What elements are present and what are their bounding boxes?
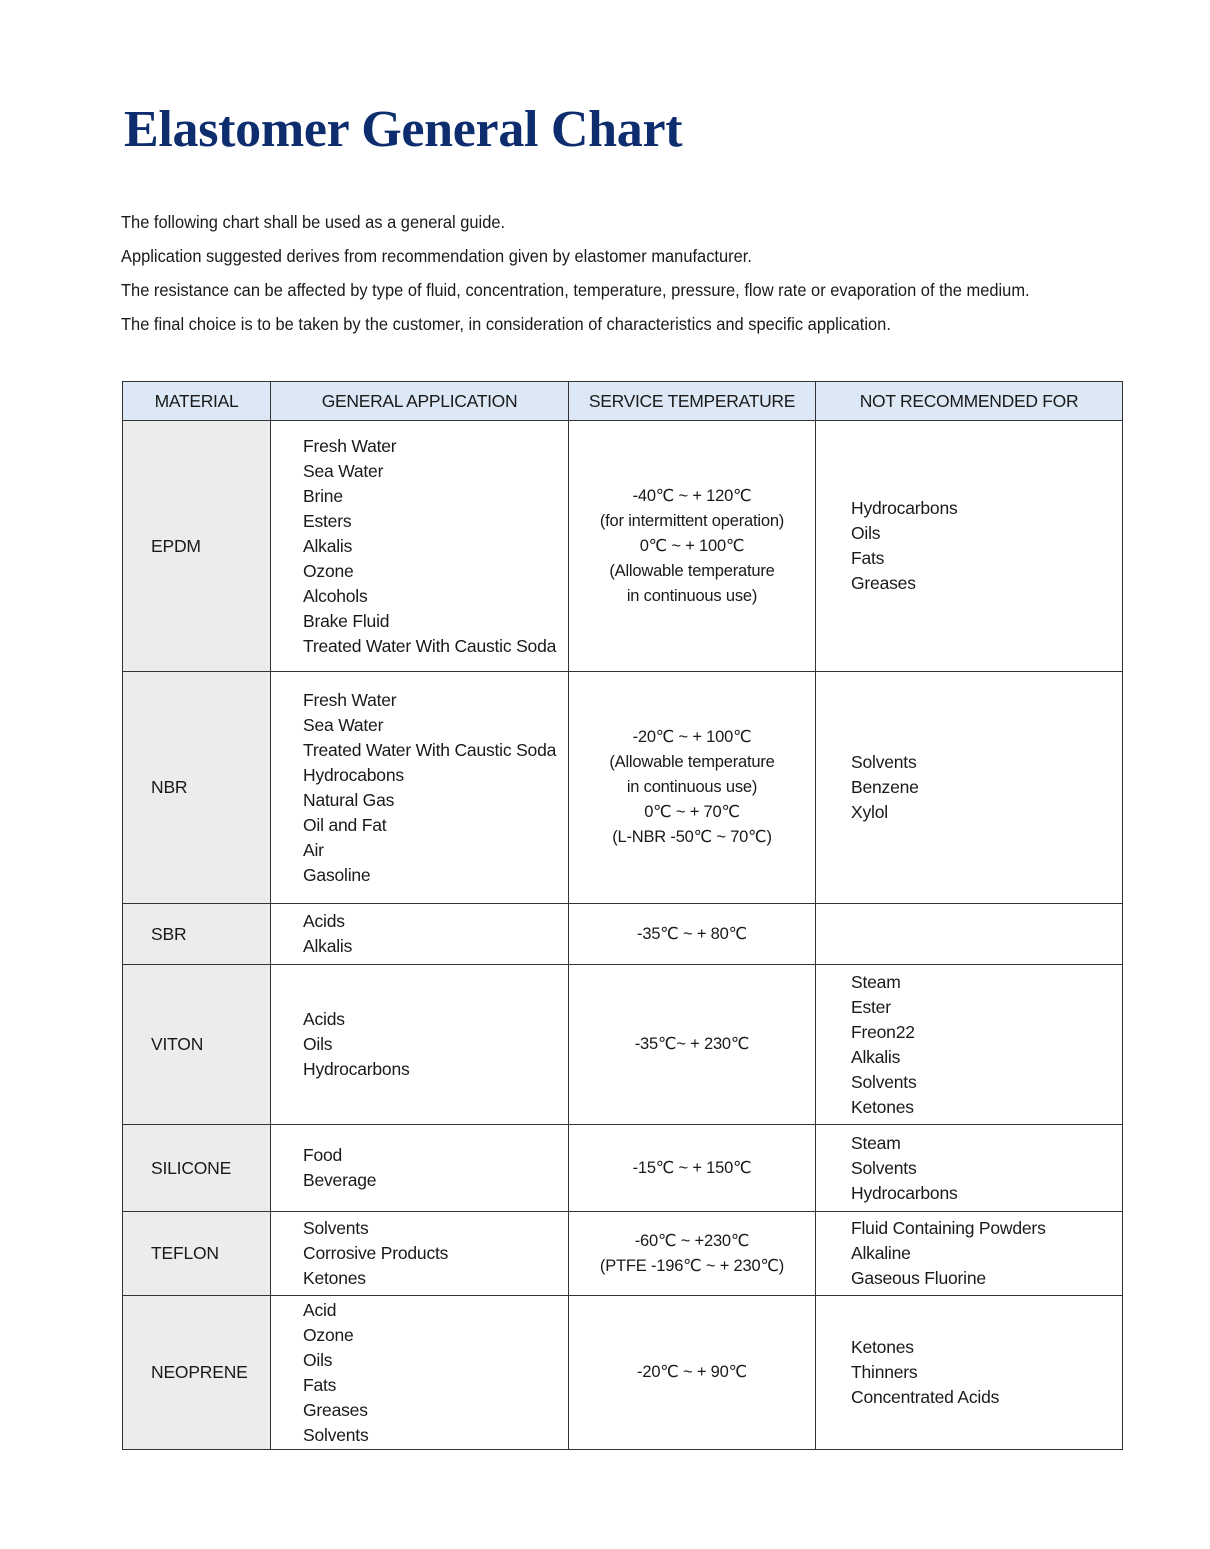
application-item: Fresh Water — [303, 435, 397, 456]
material-cell — [123, 1125, 271, 1212]
application-item: Food — [303, 1145, 343, 1165]
intro-text — [121, 210, 1121, 346]
general-application-cell — [271, 965, 569, 1125]
table-row — [123, 1296, 1123, 1450]
material-cell — [123, 904, 271, 965]
application-item: Air — [303, 839, 324, 860]
table-row — [123, 904, 1123, 965]
application-item: Alkalis — [303, 535, 353, 556]
not-recommended-cell — [816, 965, 1123, 1125]
application-item: Hydrocabons — [303, 764, 404, 785]
application-item: Brake Fluid — [303, 610, 390, 631]
not-recommended-item: Greases — [851, 573, 916, 593]
material-name: TEFLON — [151, 1243, 219, 1263]
not-recommended-item: Concentrated Acids — [851, 1387, 1000, 1407]
application-item: Ketones — [303, 1268, 366, 1288]
intro-paragraph-resistance: The resistance can be affected by type of fluid, concentration, temperature, pressure, flow rate or evaporation of the medium. — [121, 280, 1030, 300]
not-recommended-item: Fluid Containing Powders — [851, 1218, 1046, 1238]
table-header-row — [123, 382, 1123, 421]
application-item: Oils — [303, 1034, 333, 1054]
material-cell — [123, 1212, 271, 1296]
table-row — [123, 421, 1123, 672]
application-item: Solvents — [303, 1218, 369, 1238]
application-item: Oil and Fat — [303, 814, 387, 835]
not-recommended-item: Benzene — [851, 777, 919, 797]
table-row — [123, 965, 1123, 1125]
material-name: SILICONE — [151, 1157, 232, 1178]
application-item: Esters — [303, 510, 352, 531]
general-application-cell — [271, 1125, 569, 1212]
application-item: Ozone — [303, 560, 354, 581]
header-general-application: GENERAL APPLICATION — [271, 382, 569, 421]
temperature-line: (L-NBR -50℃ ~ 70℃) — [612, 828, 772, 846]
temperature-line: -35℃ ~ + 80℃ — [637, 924, 747, 943]
not-recommended-item: Solvents — [851, 1157, 917, 1178]
material-name: NEOPRENE — [151, 1362, 248, 1382]
material-cell — [123, 672, 271, 904]
not-recommended-item: Alkaline — [851, 1243, 911, 1263]
material-name: NBR — [151, 777, 188, 797]
application-item: Sea Water — [303, 460, 384, 481]
application-item: Oils — [303, 1349, 333, 1370]
service-temperature-cell — [569, 1212, 816, 1296]
general-application-cell — [271, 421, 569, 672]
application-item: Acids — [303, 1009, 345, 1029]
temperature-line: (PTFE -196℃ ~ + 230℃) — [599, 1256, 785, 1275]
not-recommended-item: Fats — [851, 548, 885, 568]
application-item: Treated Water With Caustic Soda — [303, 739, 557, 760]
application-item: Acid — [303, 1299, 337, 1320]
application-item: Fats — [303, 1374, 337, 1395]
temperature-line: 0℃ ~ + 70℃ — [644, 803, 740, 821]
intro-paragraph-guide: The following chart shall be used as a general guide. — [121, 212, 506, 232]
elastomer-table — [122, 381, 1123, 1450]
application-item: Ozone — [303, 1324, 354, 1345]
not-recommended-item: Xylol — [851, 802, 888, 822]
service-temperature-cell — [569, 1125, 816, 1212]
not-recommended-item: Hydrocarbons — [851, 1182, 958, 1203]
table-row — [123, 1212, 1123, 1296]
temperature-line: -60℃ ~ +230℃ — [634, 1231, 750, 1250]
general-application-cell — [271, 672, 569, 904]
application-item: Brine — [303, 485, 343, 506]
not-recommended-item: Hydrocarbons — [851, 498, 958, 518]
material-cell — [123, 1296, 271, 1450]
not-recommended-cell — [816, 904, 1123, 965]
application-item: Fresh Water — [303, 689, 397, 710]
intro-paragraph-final-choice: The final choice is to be taken by the customer, in consideration of characteristics and specific application. — [121, 314, 891, 334]
application-item: Acids — [303, 911, 345, 931]
temperature-line: (Allowable temperature — [609, 753, 775, 771]
application-item: Greases — [303, 1399, 368, 1420]
service-temperature-cell — [569, 672, 816, 904]
material-name: SBR — [151, 923, 187, 944]
application-item: Gasoline — [303, 864, 371, 885]
not-recommended-cell — [816, 1125, 1123, 1212]
header-material: MATERIAL — [123, 382, 271, 421]
temperature-line: (Allowable temperature — [609, 561, 775, 580]
material-cell — [123, 965, 271, 1125]
table-row — [123, 672, 1123, 904]
table-row — [123, 1125, 1123, 1212]
temperature-line: in continuous use) — [626, 586, 758, 605]
not-recommended-cell — [816, 672, 1123, 904]
not-recommended-item: Oils — [851, 523, 881, 543]
application-item: Corrosive Products — [303, 1243, 449, 1263]
temperature-line: (for intermittent operation) — [599, 511, 785, 530]
temperature-line: in continuous use) — [626, 778, 758, 796]
not-recommended-item: Solvents — [851, 752, 917, 772]
not-recommended-item: Steam — [851, 1132, 901, 1153]
service-temperature-cell — [569, 421, 816, 672]
not-recommended-item: Thinners — [851, 1362, 918, 1382]
page-title: Elastomer General Chart — [124, 101, 683, 158]
service-temperature-cell — [569, 904, 816, 965]
temperature-line: -20℃ ~ + 90℃ — [637, 1363, 747, 1381]
not-recommended-item: Steam — [851, 971, 901, 992]
application-item: Solvents — [303, 1424, 369, 1445]
general-application-cell — [271, 1296, 569, 1450]
not-recommended-item: Alkalis — [851, 1046, 901, 1067]
temperature-line: -40℃ ~ + 120℃ — [632, 486, 752, 505]
temperature-line: 0℃ ~ + 100℃ — [639, 536, 745, 555]
not-recommended-item: Gaseous Fluorine — [851, 1268, 986, 1288]
material-name: EPDM — [151, 535, 201, 556]
general-application-cell — [271, 1212, 569, 1296]
application-item: Treated Water With Caustic Soda — [303, 635, 557, 656]
application-item: Sea Water — [303, 714, 384, 735]
temperature-line: -15℃ ~ + 150℃ — [632, 1158, 752, 1177]
not-recommended-item: Freon22 — [851, 1021, 915, 1042]
application-item: Alcohols — [303, 585, 368, 606]
not-recommended-item: Ketones — [851, 1337, 914, 1357]
application-item: Beverage — [303, 1170, 377, 1190]
intro-paragraph-manufacturer: Application suggested derives from recommendation given by elastomer manufacturer. — [121, 246, 752, 266]
not-recommended-cell — [816, 1296, 1123, 1450]
material-name: VITON — [151, 1034, 204, 1054]
temperature-line: -35℃~ + 230℃ — [634, 1035, 750, 1053]
general-application-cell — [271, 904, 569, 965]
header-not-recommended-for: NOT RECOMMENDED FOR — [816, 382, 1123, 421]
service-temperature-cell — [569, 1296, 816, 1450]
application-item: Hydrocarbons — [303, 1059, 410, 1079]
not-recommended-item: Ketones — [851, 1096, 914, 1117]
temperature-line: -20℃ ~ + 100℃ — [632, 728, 752, 746]
not-recommended-item: Solvents — [851, 1071, 917, 1092]
header-service-temperature: SERVICE TEMPERATURE — [569, 382, 816, 421]
application-item: Alkalis — [303, 936, 353, 956]
not-recommended-cell — [816, 421, 1123, 672]
application-item: Natural Gas — [303, 789, 395, 810]
service-temperature-cell — [569, 965, 816, 1125]
material-cell — [123, 421, 271, 672]
not-recommended-item: Ester — [851, 996, 891, 1017]
not-recommended-cell — [816, 1212, 1123, 1296]
